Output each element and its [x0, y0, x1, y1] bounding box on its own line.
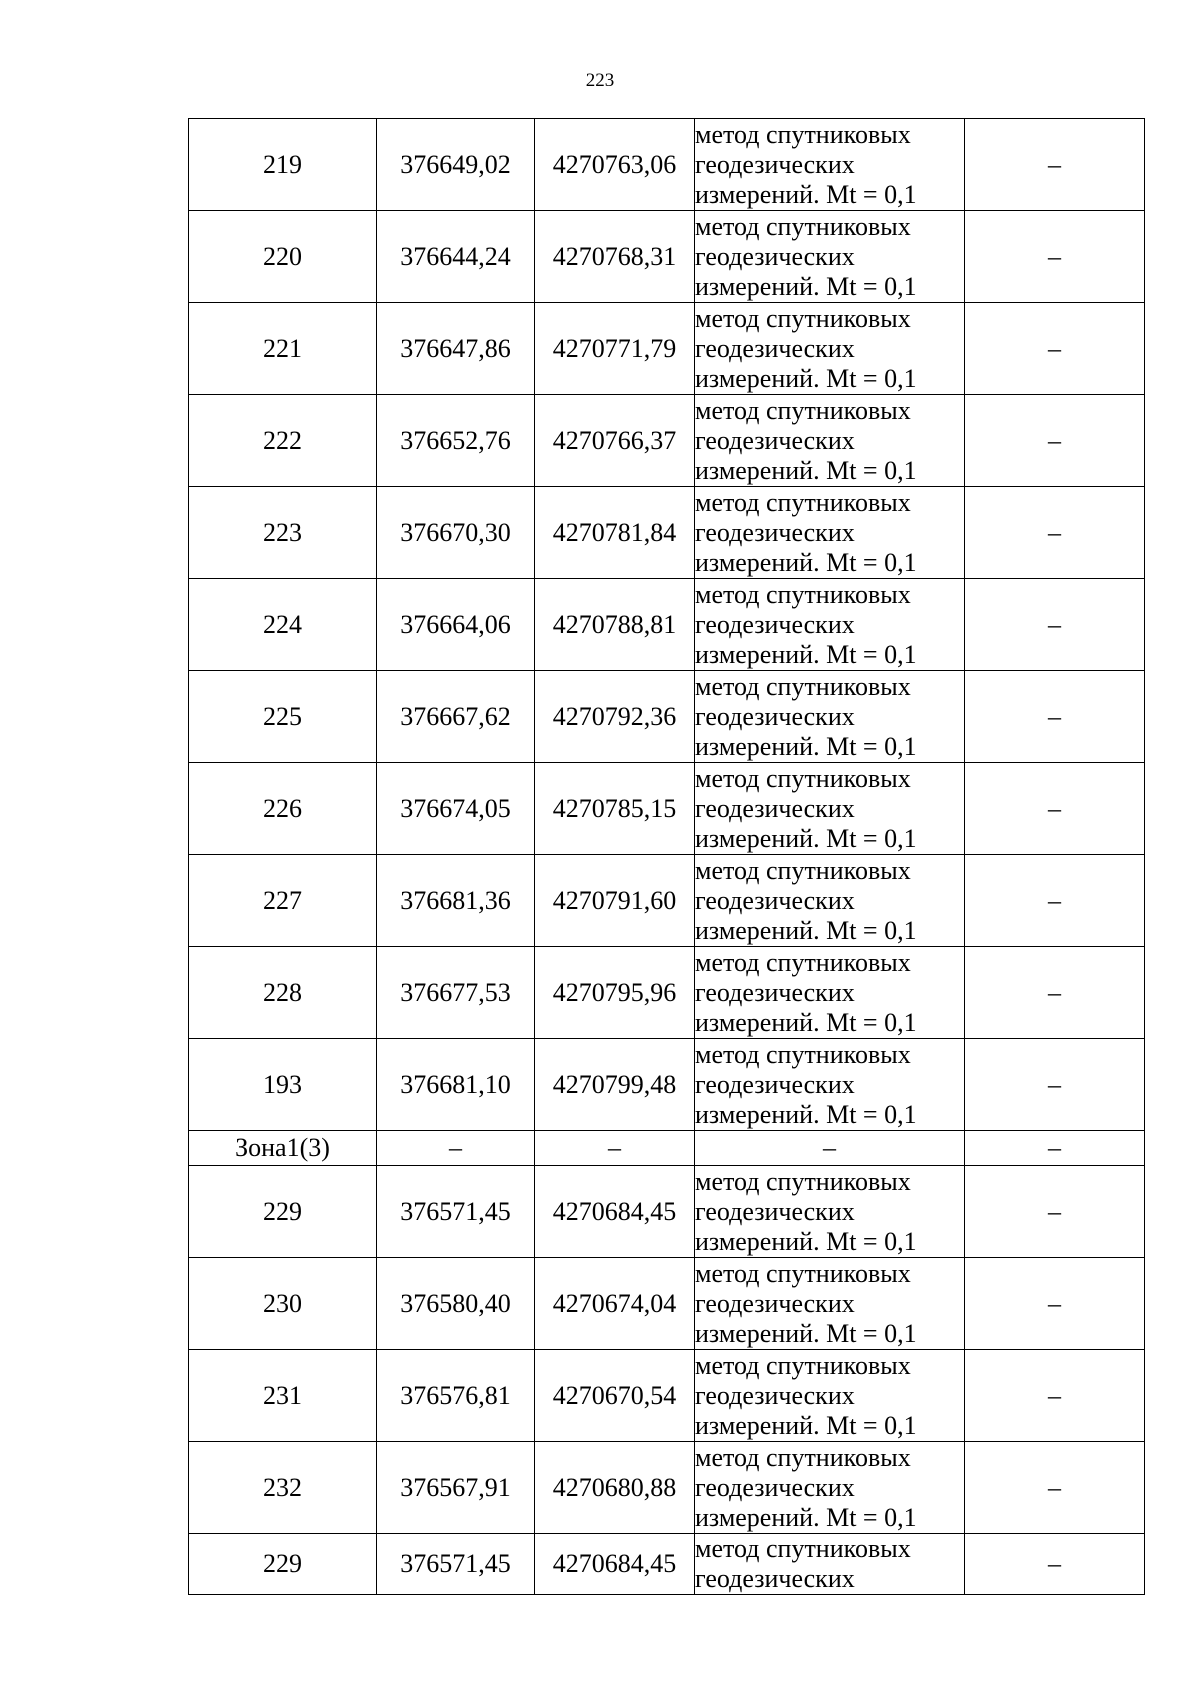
point-number-cell: 230: [189, 1258, 377, 1350]
point-number-cell: 221: [189, 303, 377, 395]
dash-cell: –: [965, 1131, 1145, 1166]
y-coordinate-cell: 4270781,84: [535, 487, 695, 579]
measurement-method-cell: метод спутниковых геодезических измерений. Mt = 0,1: [695, 1258, 965, 1350]
x-coordinate-cell: 376644,24: [377, 211, 535, 303]
dash-cell: –: [965, 1039, 1145, 1131]
x-coordinate-cell: –: [377, 1131, 535, 1166]
dash-cell: –: [965, 211, 1145, 303]
table-row: [189, 303, 1145, 395]
x-coordinate-cell: 376681,36: [377, 855, 535, 947]
point-number-cell: 226: [189, 763, 377, 855]
measurement-method-cell: метод спутниковых геодезических измерений. Mt = 0,1: [695, 1166, 965, 1258]
y-coordinate-cell: 4270791,60: [535, 855, 695, 947]
zone-header-row: [189, 1131, 1145, 1166]
point-number-cell: 220: [189, 211, 377, 303]
measurement-method-cell: метод спутниковых геодезических измерений. Mt = 0,1: [695, 763, 965, 855]
dash-cell: –: [965, 579, 1145, 671]
measurement-method-cell: метод спутниковых геодезических измерений. Mt = 0,1: [695, 1442, 965, 1534]
dash-cell: –: [965, 303, 1145, 395]
table-row: [189, 1350, 1145, 1442]
point-number-cell: 219: [189, 119, 377, 211]
measurement-method-cell: метод спутниковых геодезических измерений. Mt = 0,1: [695, 947, 965, 1039]
x-coordinate-cell: 376649,02: [377, 119, 535, 211]
table-row: [189, 763, 1145, 855]
coordinates-table-body: [189, 119, 1145, 1595]
y-coordinate-cell: 4270684,45: [535, 1534, 695, 1595]
point-number-cell: 227: [189, 855, 377, 947]
measurement-method-cell: –: [695, 1131, 965, 1166]
table-row: [189, 1258, 1145, 1350]
table-row: [189, 947, 1145, 1039]
x-coordinate-cell: 376674,05: [377, 763, 535, 855]
x-coordinate-cell: 376571,45: [377, 1166, 535, 1258]
table-row: [189, 1442, 1145, 1534]
dash-cell: –: [965, 671, 1145, 763]
page-number: 223: [585, 70, 615, 91]
point-number-cell: 229: [189, 1166, 377, 1258]
y-coordinate-cell: 4270763,06: [535, 119, 695, 211]
dash-cell: –: [965, 1166, 1145, 1258]
y-coordinate-cell: 4270792,36: [535, 671, 695, 763]
dash-cell: –: [965, 1258, 1145, 1350]
measurement-method-cell: метод спутниковых геодезических измерений. Mt = 0,1: [695, 855, 965, 947]
y-coordinate-cell: 4270771,79: [535, 303, 695, 395]
table-row: [189, 855, 1145, 947]
y-coordinate-cell: 4270674,04: [535, 1258, 695, 1350]
table-row: [189, 1039, 1145, 1131]
measurement-method-cell: метод спутниковых геодезических: [695, 1534, 965, 1595]
measurement-method-cell: метод спутниковых геодезических измерений. Mt = 0,1: [695, 1039, 965, 1131]
measurement-method-cell: метод спутниковых геодезических измерений. Mt = 0,1: [695, 579, 965, 671]
x-coordinate-cell: 376647,86: [377, 303, 535, 395]
point-number-cell: 222: [189, 395, 377, 487]
x-coordinate-cell: 376667,62: [377, 671, 535, 763]
y-coordinate-cell: 4270768,31: [535, 211, 695, 303]
dash-cell: –: [965, 1350, 1145, 1442]
measurement-method-cell: метод спутниковых геодезических измерений. Mt = 0,1: [695, 671, 965, 763]
dash-cell: –: [965, 487, 1145, 579]
table-row: [189, 671, 1145, 763]
x-coordinate-cell: 376567,91: [377, 1442, 535, 1534]
point-number-cell: 232: [189, 1442, 377, 1534]
point-number-cell: 229: [189, 1534, 377, 1595]
x-coordinate-cell: 376571,45: [377, 1534, 535, 1595]
y-coordinate-cell: 4270785,15: [535, 763, 695, 855]
dash-cell: –: [965, 1442, 1145, 1534]
measurement-method-cell: метод спутниковых геодезических измерений. Mt = 0,1: [695, 303, 965, 395]
x-coordinate-cell: 376681,10: [377, 1039, 535, 1131]
y-coordinate-cell: 4270670,54: [535, 1350, 695, 1442]
y-coordinate-cell: 4270680,88: [535, 1442, 695, 1534]
dash-cell: –: [965, 855, 1145, 947]
y-coordinate-cell: 4270799,48: [535, 1039, 695, 1131]
coordinates-table: [188, 118, 1145, 1595]
x-coordinate-cell: 376576,81: [377, 1350, 535, 1442]
y-coordinate-cell: 4270684,45: [535, 1166, 695, 1258]
measurement-method-cell: метод спутниковых геодезических измерений. Mt = 0,1: [695, 487, 965, 579]
point-number-cell: 223: [189, 487, 377, 579]
dash-cell: –: [965, 395, 1145, 487]
dash-cell: –: [965, 947, 1145, 1039]
table-row: [189, 119, 1145, 211]
dash-cell: –: [965, 763, 1145, 855]
table-row: [189, 579, 1145, 671]
measurement-method-cell: метод спутниковых геодезических измерений. Mt = 0,1: [695, 1350, 965, 1442]
point-number-cell: 193: [189, 1039, 377, 1131]
y-coordinate-cell: –: [535, 1131, 695, 1166]
point-number-cell: 228: [189, 947, 377, 1039]
table-row: [189, 395, 1145, 487]
y-coordinate-cell: 4270788,81: [535, 579, 695, 671]
measurement-method-cell: метод спутниковых геодезических измерений. Mt = 0,1: [695, 395, 965, 487]
dash-cell: –: [965, 119, 1145, 211]
x-coordinate-cell: 376677,53: [377, 947, 535, 1039]
x-coordinate-cell: 376580,40: [377, 1258, 535, 1350]
y-coordinate-cell: 4270795,96: [535, 947, 695, 1039]
table-row: [189, 487, 1145, 579]
point-number-cell: 224: [189, 579, 377, 671]
measurement-method-cell: метод спутниковых геодезических измерений. Mt = 0,1: [695, 211, 965, 303]
point-number-cell: 231: [189, 1350, 377, 1442]
x-coordinate-cell: 376652,76: [377, 395, 535, 487]
dash-cell: –: [965, 1534, 1145, 1595]
x-coordinate-cell: 376664,06: [377, 579, 535, 671]
table-row: [189, 1534, 1145, 1595]
point-number-cell: 225: [189, 671, 377, 763]
table-row: [189, 211, 1145, 303]
zone-label-cell: Зона1(3): [189, 1131, 377, 1166]
table-row: [189, 1166, 1145, 1258]
x-coordinate-cell: 376670,30: [377, 487, 535, 579]
y-coordinate-cell: 4270766,37: [535, 395, 695, 487]
measurement-method-cell: метод спутниковых геодезических измерений. Mt = 0,1: [695, 119, 965, 211]
